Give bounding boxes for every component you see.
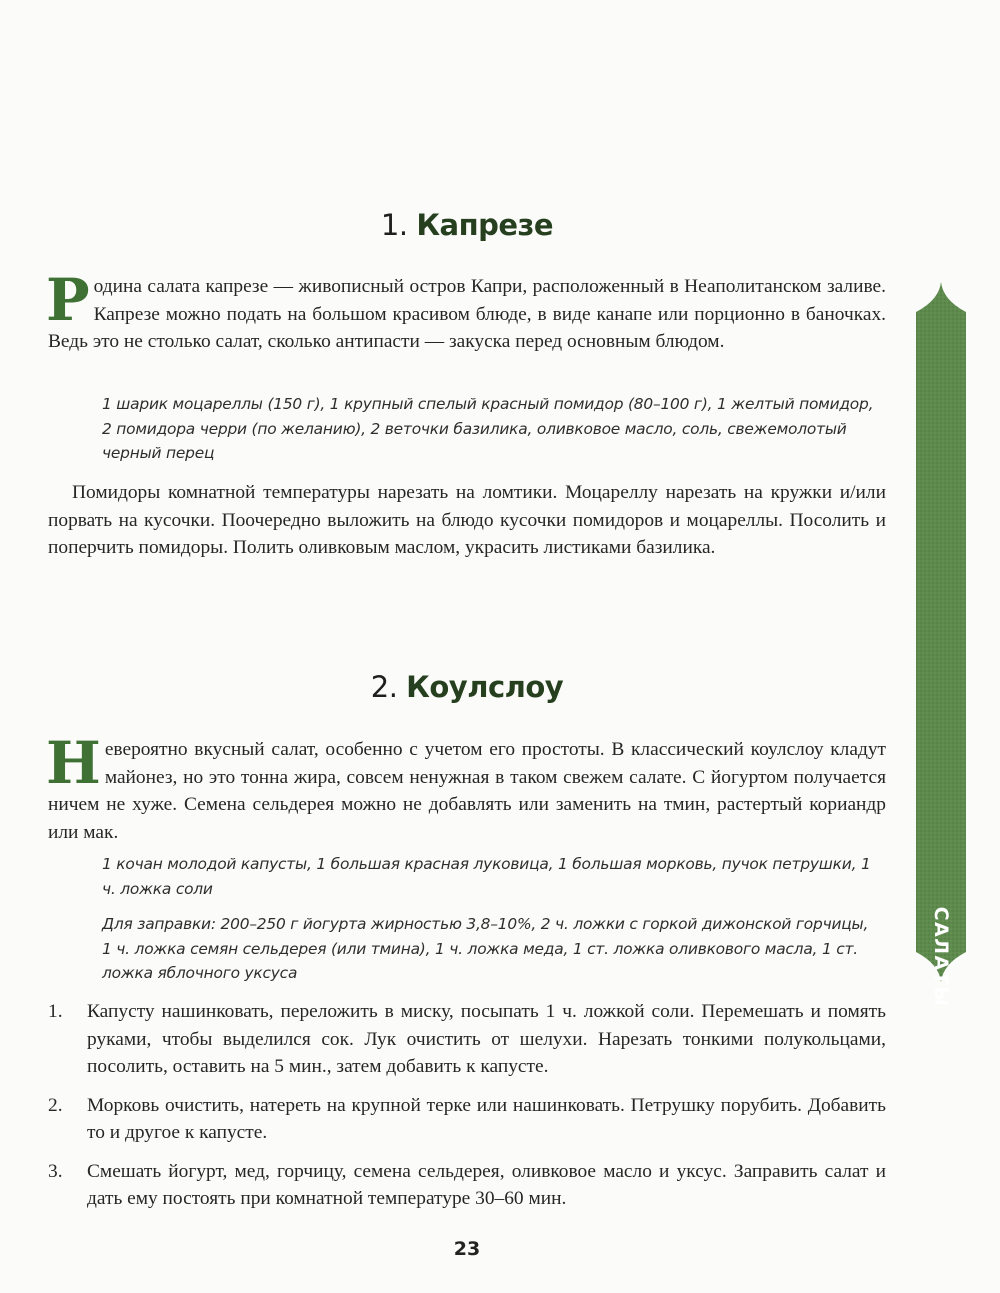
section-label: САЛАТЫ [930, 906, 952, 1008]
steps-coleslaw [48, 998, 886, 1224]
intro-text: евероятно вкусный салат, особенно с учетом его простоты. В классический коулслоу кладут майонез, но это тонна жира, совсем ненужная в таком свежем салате. С йогуртом получается ничем не хуже. Семена сельдерея можно не добавлять или заменить на тмин, растертый кориандр или мак. [48, 739, 886, 843]
recipe-title-caprese [48, 207, 886, 243]
recipe-number: 1. [380, 208, 408, 242]
list-item [48, 1092, 886, 1147]
step-number: 3. [48, 1160, 63, 1182]
step-number: 2. [48, 1094, 63, 1116]
drop-cap: Р [46, 266, 90, 334]
ingredients-caprese: 1 шарик моцареллы (150 г), 1 крупный спелый красный помидор (80–100 г), 1 желтый помидор, 2 помидора черри (по желанию), 2 веточки базилика, оливковое масло, соль, свежемолотый черный перец [102, 395, 874, 462]
recipe-title-coleslaw [48, 669, 886, 705]
drop-cap: Н [46, 729, 101, 797]
page-number: 23 [453, 1238, 481, 1260]
recipe-intro-caprese [46, 266, 886, 356]
dressing-coleslaw: Для заправки: 200–250 г йогурта жирностью 3,8–10%, 2 ч. ложки с горкой дижонской горчицы, 1 ч. ложка семян сельдерея (или тмина), 1 ч. ложка меда, 1 ст. ложка оливкового масла, 1 ст. ложка яблочного уксуса [102, 915, 869, 982]
ingredients-coleslaw: 1 кочан молодой капусты, 1 большая красная луковица, 1 большая морковь, пучок петрушки, 1 ч. ложка соли [102, 855, 871, 898]
step-text: Морковь очистить, натереть на крупной терке или нашинковать. Петрушку порубить. Добавить то и другое к капусте. [87, 1094, 886, 1143]
recipe-name: Коулслоу [406, 670, 564, 704]
section-thumb-tab [916, 282, 966, 1008]
step-text: Капусту нашинковать, переложить в миску, посыпать 1 ч. ложкой соли. Перемешать и помять руками, чтобы выделился сок. Лук очистить от шелухи. Нарезать тонкими полукольцами, посолить, оставить на 5 мин., затем добавить к капусте. [87, 1001, 886, 1077]
recipe-intro-coleslaw [46, 729, 886, 846]
list-item [48, 998, 886, 1081]
step-text: Смешать йогурт, мед, горчицу, семена сельдерея, оливковое масло и уксус. Заправить салат и дать ему постоять при комнатной температуре 30–60 мин. [87, 1160, 886, 1209]
method-caprese: Помидоры комнатной температуры нарезать на ломтики. Моцареллу нарезать на кружки и/или порвать на кусочки. Поочередно выложить на блюдо кусочки помидоров и моцареллы. Посолить и поперчить помидоры. Полить оливковым маслом, украсить листиками базилика. [48, 482, 886, 558]
recipe-number: 2. [370, 670, 398, 704]
list-item [48, 1158, 886, 1213]
recipe-name: Капрезе [416, 208, 554, 242]
intro-text: одина салата капрезе — живописный остров Капри, расположенный в Неаполитанском заливе. Капрезе можно подать на большом красивом блюде, в виде канапе или порционно в баночках. Ведь это не столько салат, сколько антипасти — закуска перед основным блюдом. [48, 276, 886, 352]
step-number: 1. [48, 1001, 63, 1022]
tab-shape-icon [916, 282, 966, 982]
